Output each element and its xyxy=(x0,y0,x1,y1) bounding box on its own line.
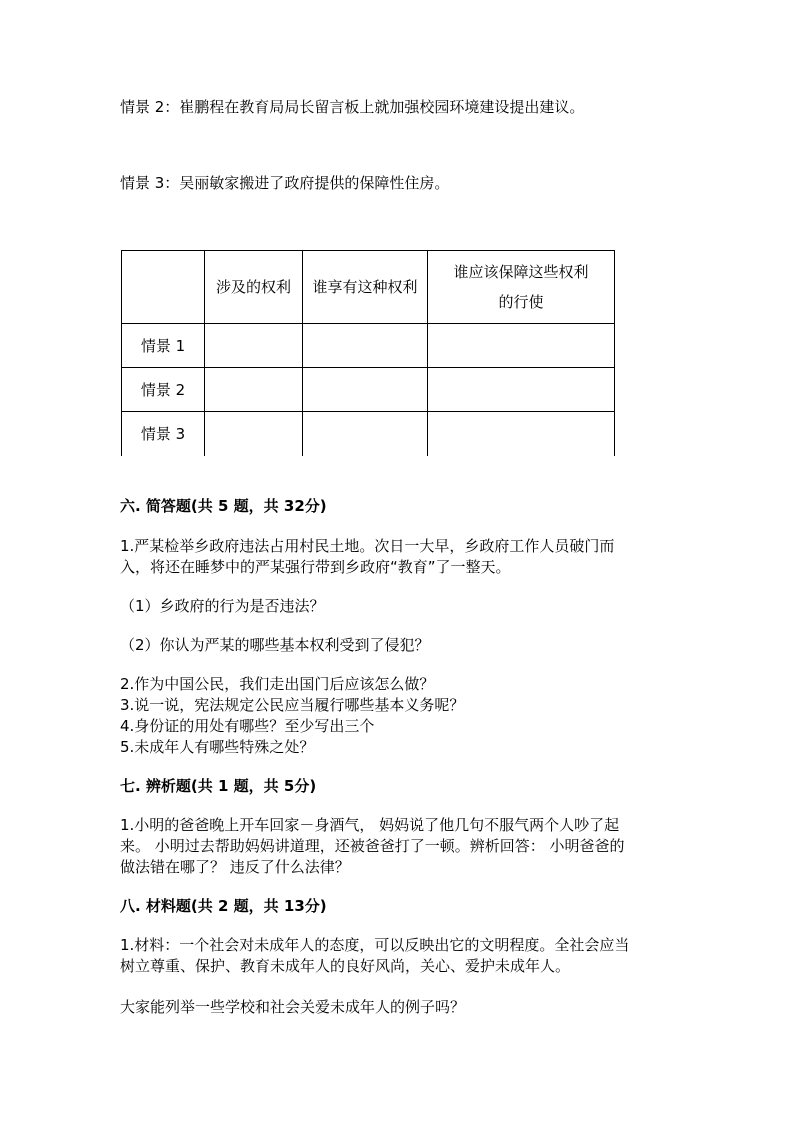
q6-1-line1: 1.严某检举乡政府违法占用村民土地。次日一大早，乡政府工作人员破门而 xyxy=(120,537,615,555)
q6-3: 3.说一说，宪法规定公民应当履行哪些基本义务呢？ xyxy=(120,696,465,714)
section-8-title: 八. 材料题(共 2 题，共 13分) xyxy=(120,897,327,915)
q8-1-line1: 1.材料：一个社会对未成年人的态度，可以反映出它的文明程度。全社会应当 xyxy=(120,936,630,954)
table-cell xyxy=(303,368,428,412)
table-cell xyxy=(428,324,615,368)
table-header-cell xyxy=(428,251,615,324)
q6-5: 5.未成年人有哪些特殊之处？ xyxy=(120,738,315,756)
table-row xyxy=(122,412,615,456)
q6-1-line2: 入，将还在睡梦中的严某强行带到乡政府“教育”了一整天。 xyxy=(120,558,511,576)
scenario-3: 情景 3：吴丽敏家搬进了政府提供的保障性住房。 xyxy=(120,174,450,192)
table-cell xyxy=(428,412,615,456)
q6-2: 2.作为中国公民，我们走出国门后应该怎么做？ xyxy=(120,675,435,693)
q6-4: 4.身份证的用处有哪些？至少写出三个 xyxy=(120,717,375,735)
row-label: 情景 2 xyxy=(122,368,205,412)
table-row xyxy=(122,368,615,412)
section-6-title: 六. 简答题(共 5 题，共 32分) xyxy=(120,497,327,515)
table-header-row xyxy=(122,251,615,324)
q7-1-line3: 做法错在哪了？ 违反了什么法律？ xyxy=(120,858,350,876)
rights-table xyxy=(121,250,615,456)
table-header-cell: 谁享有这种权利 xyxy=(303,251,428,324)
table-cell xyxy=(205,368,303,412)
row-label: 情景 3 xyxy=(122,412,205,456)
q7-1-line2: 来。 小明过去帮助妈妈讲道理，还被爸爸打了一顿。辨析回答： 小明爸爸的 xyxy=(120,837,625,855)
table-row xyxy=(122,324,615,368)
table-cell xyxy=(205,412,303,456)
q6-1-sub2: （2）你认为严某的哪些基本权利受到了侵犯？ xyxy=(120,636,430,654)
table-cell xyxy=(303,412,428,456)
table-cell xyxy=(303,324,428,368)
table-header-cell: 涉及的权利 xyxy=(205,251,303,324)
table-header-text: 谁应该保障这些权利的行使 xyxy=(453,263,589,311)
section-7-title: 七. 辨析题(共 1 题，共 5分) xyxy=(120,777,317,795)
q6-1-sub1: （1）乡政府的行为是否违法？ xyxy=(120,597,325,615)
table-cell xyxy=(205,324,303,368)
q8-1-line2: 树立尊重、保护、教育未成年人的良好风尚，关心、爱护未成年人。 xyxy=(120,957,571,975)
scenario-2: 情景 2：崔鹏程在教育局局长留言板上就加强校园环境建设提出建议。 xyxy=(120,98,585,116)
table-header-cell xyxy=(122,251,205,324)
q8-1-question: 大家能列举一些学校和社会关爱未成年人的例子吗？ xyxy=(120,998,466,1016)
q7-1-line1: 1.小明的爸爸晚上开车回家－身酒气， 妈妈说了他几句不服气两个人吵了起 xyxy=(120,816,620,834)
table-cell xyxy=(428,368,615,412)
row-label: 情景 1 xyxy=(122,324,205,368)
